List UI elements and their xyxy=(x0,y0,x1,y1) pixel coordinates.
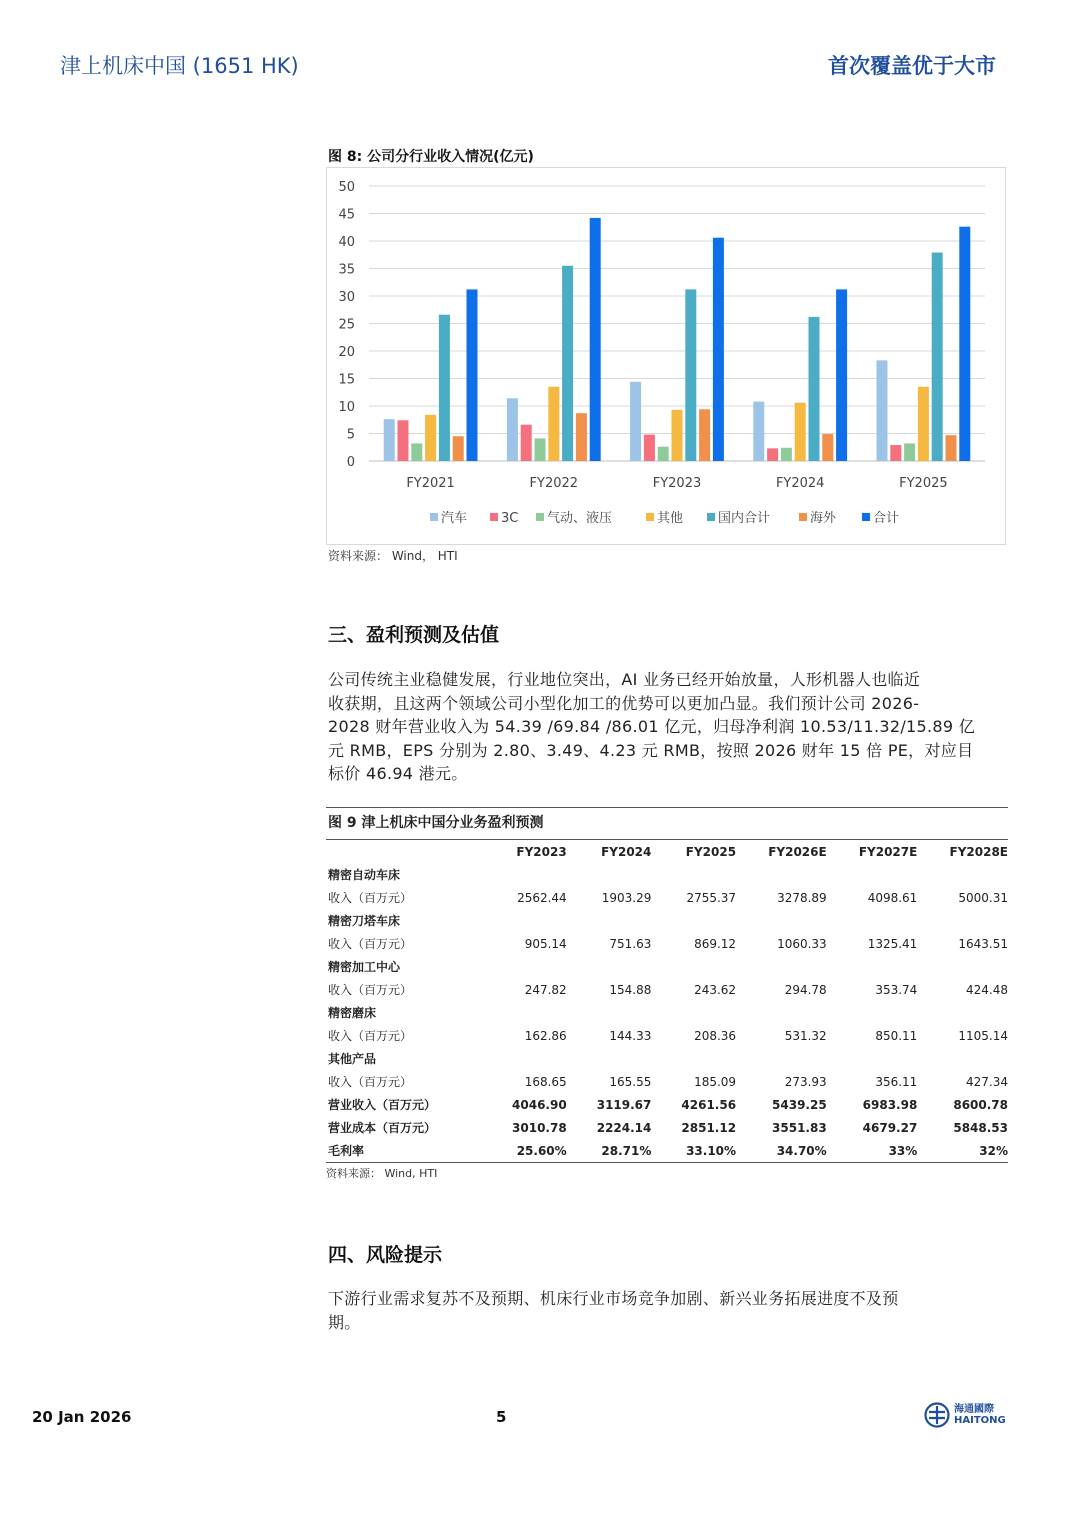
table-cell: 353.74 xyxy=(875,982,918,997)
table-cell: 1060.33 xyxy=(777,936,827,951)
report-header-rating: 首次覆盖优于大市 xyxy=(828,53,996,78)
table-header-cell: FY2025 xyxy=(685,844,737,859)
table-header-row xyxy=(326,840,1008,863)
table-cell: 531.32 xyxy=(784,1028,827,1043)
logo-text-cn: 海通國際 xyxy=(954,1404,994,1415)
table-row xyxy=(326,978,1008,1001)
figure8-title: 图 8: 公司分行业收入情况(亿元) xyxy=(328,149,534,165)
table-cell: 5439.25 xyxy=(772,1097,827,1112)
legend-label: 其他 xyxy=(657,511,684,526)
table-cell xyxy=(651,863,736,886)
table-cell xyxy=(917,1001,1008,1024)
x-tick-label: FY2022 xyxy=(529,476,579,491)
table-cell: 8600.78 xyxy=(953,1097,1008,1112)
table-cell xyxy=(736,955,827,978)
bar-合计-FY2021 xyxy=(467,289,478,461)
table-cell xyxy=(567,863,652,886)
bar-其他-FY2021 xyxy=(425,415,436,461)
table-cell xyxy=(736,1001,827,1024)
bar-国内合计-FY2023 xyxy=(685,289,696,461)
table-header-cell: FY2024 xyxy=(601,844,652,859)
legend-swatch xyxy=(799,513,807,521)
bar-其他-FY2023 xyxy=(672,410,683,461)
table-cell: 3278.89 xyxy=(777,890,827,905)
bar-汽车-FY2021 xyxy=(384,419,395,461)
x-tick-label: FY2024 xyxy=(775,476,825,491)
table-cell: 4679.27 xyxy=(862,1120,918,1135)
table-cell: 4046.90 xyxy=(512,1097,567,1112)
bar-海外-FY2025 xyxy=(946,435,957,461)
y-tick-label: 50 xyxy=(338,180,355,195)
revenue-bar-chart xyxy=(327,168,1005,544)
table-row xyxy=(326,932,1008,955)
bar-海外-FY2021 xyxy=(453,436,464,461)
footer-date: 20 Jan 2026 xyxy=(32,1408,132,1426)
table9-title: 图 9 津上机床中国分业务盈利预测 xyxy=(326,807,1008,840)
y-tick-label: 40 xyxy=(338,235,355,250)
table-cell: 162.86 xyxy=(524,1028,567,1043)
table-cell xyxy=(567,1001,652,1024)
table-cell: 243.62 xyxy=(694,982,737,997)
bar-汽车-FY2025 xyxy=(877,360,888,461)
bar-海外-FY2023 xyxy=(699,409,710,461)
table-row xyxy=(326,863,1008,886)
figure8-source: 资料来源： Wind， HTI xyxy=(328,549,458,563)
y-tick-label: 30 xyxy=(338,290,355,305)
bar-合计-FY2022 xyxy=(590,218,601,461)
bar-国内合计-FY2024 xyxy=(809,317,820,461)
table-row xyxy=(326,909,1008,932)
row-label: 精密加工中心 xyxy=(328,960,401,974)
row-label: 精密自动车床 xyxy=(328,868,401,882)
bar-海外-FY2024 xyxy=(822,434,833,461)
legend-label: 3C xyxy=(501,511,519,526)
table-cell xyxy=(736,1047,827,1070)
table-cell xyxy=(482,863,567,886)
y-tick-label: 10 xyxy=(338,400,355,415)
legend-swatch xyxy=(646,513,654,521)
section4-line: 下游行业需求复苏不及预期、机床行业市场竞争加剧、新兴业务拓展进度不及预 xyxy=(328,1289,899,1308)
row-label: 毛利率 xyxy=(326,1139,482,1163)
table-cell: 3551.83 xyxy=(772,1120,827,1135)
bar-国内合计-FY2021 xyxy=(439,315,450,461)
legend-label: 国内合计 xyxy=(718,511,771,526)
table-cell xyxy=(827,1001,918,1024)
row-label: 精密刀塔车床 xyxy=(328,914,401,928)
section3-title: 三、盈利预测及估值 xyxy=(328,624,500,646)
table-cell: 2851.12 xyxy=(681,1120,737,1135)
bar-国内合计-FY2022 xyxy=(562,266,573,461)
table-cell: 165.55 xyxy=(609,1074,652,1089)
table-cell: 32% xyxy=(917,1139,1008,1163)
table-cell: 34.70% xyxy=(736,1139,827,1163)
table-cell: 5000.31 xyxy=(958,890,1008,905)
bar-汽车-FY2023 xyxy=(630,382,641,461)
table-cell: 1325.41 xyxy=(867,936,918,951)
legend-label: 汽车 xyxy=(441,511,468,526)
bar-汽车-FY2024 xyxy=(753,402,764,461)
bar-气动、液压-FY2025 xyxy=(904,443,915,461)
forecast-table xyxy=(326,840,1008,1163)
table-cell: 4098.61 xyxy=(867,890,918,905)
table-row xyxy=(326,1093,1008,1116)
table-cell: 25.60% xyxy=(482,1139,567,1163)
table-cell: 185.09 xyxy=(694,1074,737,1089)
legend-swatch xyxy=(430,513,438,521)
bar-汽车-FY2022 xyxy=(507,398,518,461)
y-tick-label: 25 xyxy=(338,317,355,333)
legend-label: 气动、液压 xyxy=(547,511,613,526)
table-cell: 168.65 xyxy=(524,1074,567,1089)
table-cell: 3119.67 xyxy=(596,1097,652,1112)
x-tick-label: FY2023 xyxy=(652,476,702,491)
table-header-cell: FY2027E xyxy=(858,844,918,859)
y-tick-label: 15 xyxy=(338,372,355,388)
table-cell: 751.63 xyxy=(609,936,652,951)
table-cell xyxy=(827,955,918,978)
table-cell: 247.82 xyxy=(524,982,567,997)
section4-paragraph xyxy=(328,1287,1004,1334)
table-cell: 144.33 xyxy=(609,1028,652,1043)
page-number: 5 xyxy=(496,1408,507,1426)
table-cell xyxy=(736,863,827,886)
table-header-cell: FY2028E xyxy=(949,844,1008,859)
table-cell: 2755.37 xyxy=(686,890,737,905)
row-label: 收入（百万元） xyxy=(328,1029,413,1043)
bar-海外-FY2022 xyxy=(576,413,587,461)
legend-label: 合计 xyxy=(873,511,900,526)
table-header-cell: FY2026E xyxy=(768,844,827,859)
bar-其他-FY2024 xyxy=(795,403,806,461)
y-tick-label: 45 xyxy=(338,207,355,223)
table-cell: 427.34 xyxy=(966,1074,1008,1089)
table-cell xyxy=(917,955,1008,978)
table-cell xyxy=(567,909,652,932)
y-tick-label: 0 xyxy=(346,455,355,470)
section4-line: 期。 xyxy=(328,1312,361,1332)
table-cell: 1903.29 xyxy=(601,890,652,905)
table-cell xyxy=(917,1047,1008,1070)
table-cell: 3010.78 xyxy=(512,1120,567,1135)
table-cell: 33% xyxy=(827,1139,918,1163)
section4-title: 四、风险提示 xyxy=(328,1244,443,1266)
table-cell xyxy=(736,909,827,932)
table-cell xyxy=(827,1047,918,1070)
table-row xyxy=(326,1047,1008,1070)
legend-swatch xyxy=(862,513,870,521)
table-cell: 33.10% xyxy=(651,1139,736,1163)
table-cell xyxy=(482,1001,567,1024)
table-cell xyxy=(567,1047,652,1070)
haitong-logo xyxy=(924,1402,1006,1428)
table-cell xyxy=(651,1047,736,1070)
table-cell: 2562.44 xyxy=(517,890,567,905)
table-row xyxy=(326,1001,1008,1024)
table-row xyxy=(326,1024,1008,1047)
section3-line: 标价 46.94 港元。 xyxy=(328,764,468,783)
table-cell xyxy=(651,1001,736,1024)
table-cell: 850.11 xyxy=(875,1028,918,1043)
bar-合计-FY2023 xyxy=(713,238,724,461)
table-cell: 905.14 xyxy=(524,936,567,951)
table-cell: 154.88 xyxy=(609,982,652,997)
y-tick-label: 35 xyxy=(338,262,355,278)
row-label: 收入（百万元） xyxy=(328,891,413,905)
table-cell xyxy=(567,955,652,978)
table-cell: 4261.56 xyxy=(681,1097,737,1112)
table-cell xyxy=(917,863,1008,886)
table-cell: 356.11 xyxy=(875,1074,918,1089)
table-cell: 1643.51 xyxy=(958,936,1008,951)
table-cell: 2224.14 xyxy=(596,1120,652,1135)
x-tick-label: FY2025 xyxy=(899,476,948,491)
table-cell xyxy=(482,1047,567,1070)
bar-气动、液压-FY2021 xyxy=(411,443,422,461)
bar-3C-FY2025 xyxy=(890,445,901,461)
bar-其他-FY2022 xyxy=(548,387,559,461)
section3-line: 公司传统主业稳健发展，行业地位突出，AI 业务已经开始放量，人形机器人也临近 xyxy=(328,670,921,689)
y-tick-label: 20 xyxy=(338,345,355,360)
table-cell: 6983.98 xyxy=(862,1097,918,1112)
table-cell xyxy=(482,955,567,978)
report-header-company: 津上机床中国 (1651 HK) xyxy=(60,54,299,78)
bar-3C-FY2024 xyxy=(767,448,778,461)
bar-3C-FY2021 xyxy=(398,420,409,461)
section3-line: 收获期，且这两个领域公司小型化加工的优势可以更加凸显。我们预计公司 2026- xyxy=(328,693,920,713)
bar-其他-FY2025 xyxy=(918,387,929,461)
legend-swatch xyxy=(490,513,498,521)
bar-气动、液压-FY2024 xyxy=(781,448,792,461)
bar-合计-FY2024 xyxy=(836,289,847,461)
bar-国内合计-FY2025 xyxy=(932,253,943,461)
logo-text-en: HAITONG xyxy=(954,1415,1006,1426)
bar-合计-FY2025 xyxy=(959,227,970,461)
table-cell: 28.71% xyxy=(567,1139,652,1163)
table-cell xyxy=(827,909,918,932)
row-label: 其他产品 xyxy=(328,1052,377,1066)
table-row xyxy=(326,1116,1008,1139)
table-cell: 294.78 xyxy=(784,982,827,997)
table-cell: 5848.53 xyxy=(953,1120,1008,1135)
table-cell: 208.36 xyxy=(694,1028,737,1043)
section3-line: 元 RMB，EPS 分别为 2.80、3.49、4.23 元 RMB，按照 2026 财年 15 倍 PE，对应目 xyxy=(328,740,974,760)
bar-3C-FY2023 xyxy=(644,435,655,461)
bar-3C-FY2022 xyxy=(521,425,532,461)
table-cell xyxy=(917,909,1008,932)
bar-气动、液压-FY2022 xyxy=(535,438,546,461)
table-cell xyxy=(651,909,736,932)
table9 xyxy=(326,807,1008,1181)
table-row xyxy=(326,1139,1008,1163)
row-label: 营业成本（百万元） xyxy=(328,1121,437,1135)
table-cell: 424.48 xyxy=(966,982,1008,997)
table9-source: 资料来源： Wind, HTI xyxy=(326,1167,438,1180)
table-row xyxy=(326,1070,1008,1093)
row-label: 收入（百万元） xyxy=(328,983,413,997)
table-cell xyxy=(482,909,567,932)
table-cell: 1105.14 xyxy=(958,1028,1008,1043)
row-label: 收入（百万元） xyxy=(328,1075,413,1089)
legend-swatch xyxy=(707,513,715,521)
bar-气动、液压-FY2023 xyxy=(658,447,669,461)
table-cell xyxy=(827,863,918,886)
table-header-label xyxy=(326,840,482,863)
table-header-cell: FY2023 xyxy=(516,844,567,859)
row-label: 收入（百万元） xyxy=(328,937,413,951)
x-tick-label: FY2021 xyxy=(406,476,455,491)
legend-label: 海外 xyxy=(810,511,837,526)
table-row xyxy=(326,886,1008,909)
row-label: 精密磨床 xyxy=(328,1006,377,1020)
section3-line: 2028 财年营业收入为 54.39 /69.84 /86.01 亿元，归母净利润 10.53/11.32/15.89 亿 xyxy=(328,717,976,736)
y-tick-label: 5 xyxy=(346,427,355,443)
table-row xyxy=(326,955,1008,978)
legend-swatch xyxy=(536,513,544,521)
table-cell: 273.93 xyxy=(784,1074,827,1089)
table-cell: 869.12 xyxy=(694,936,737,951)
section3-paragraph xyxy=(328,668,1004,786)
haitong-logo-icon xyxy=(924,1402,950,1428)
figure8-chart xyxy=(326,167,1006,545)
row-label: 营业收入（百万元） xyxy=(328,1098,437,1112)
table-cell xyxy=(651,955,736,978)
